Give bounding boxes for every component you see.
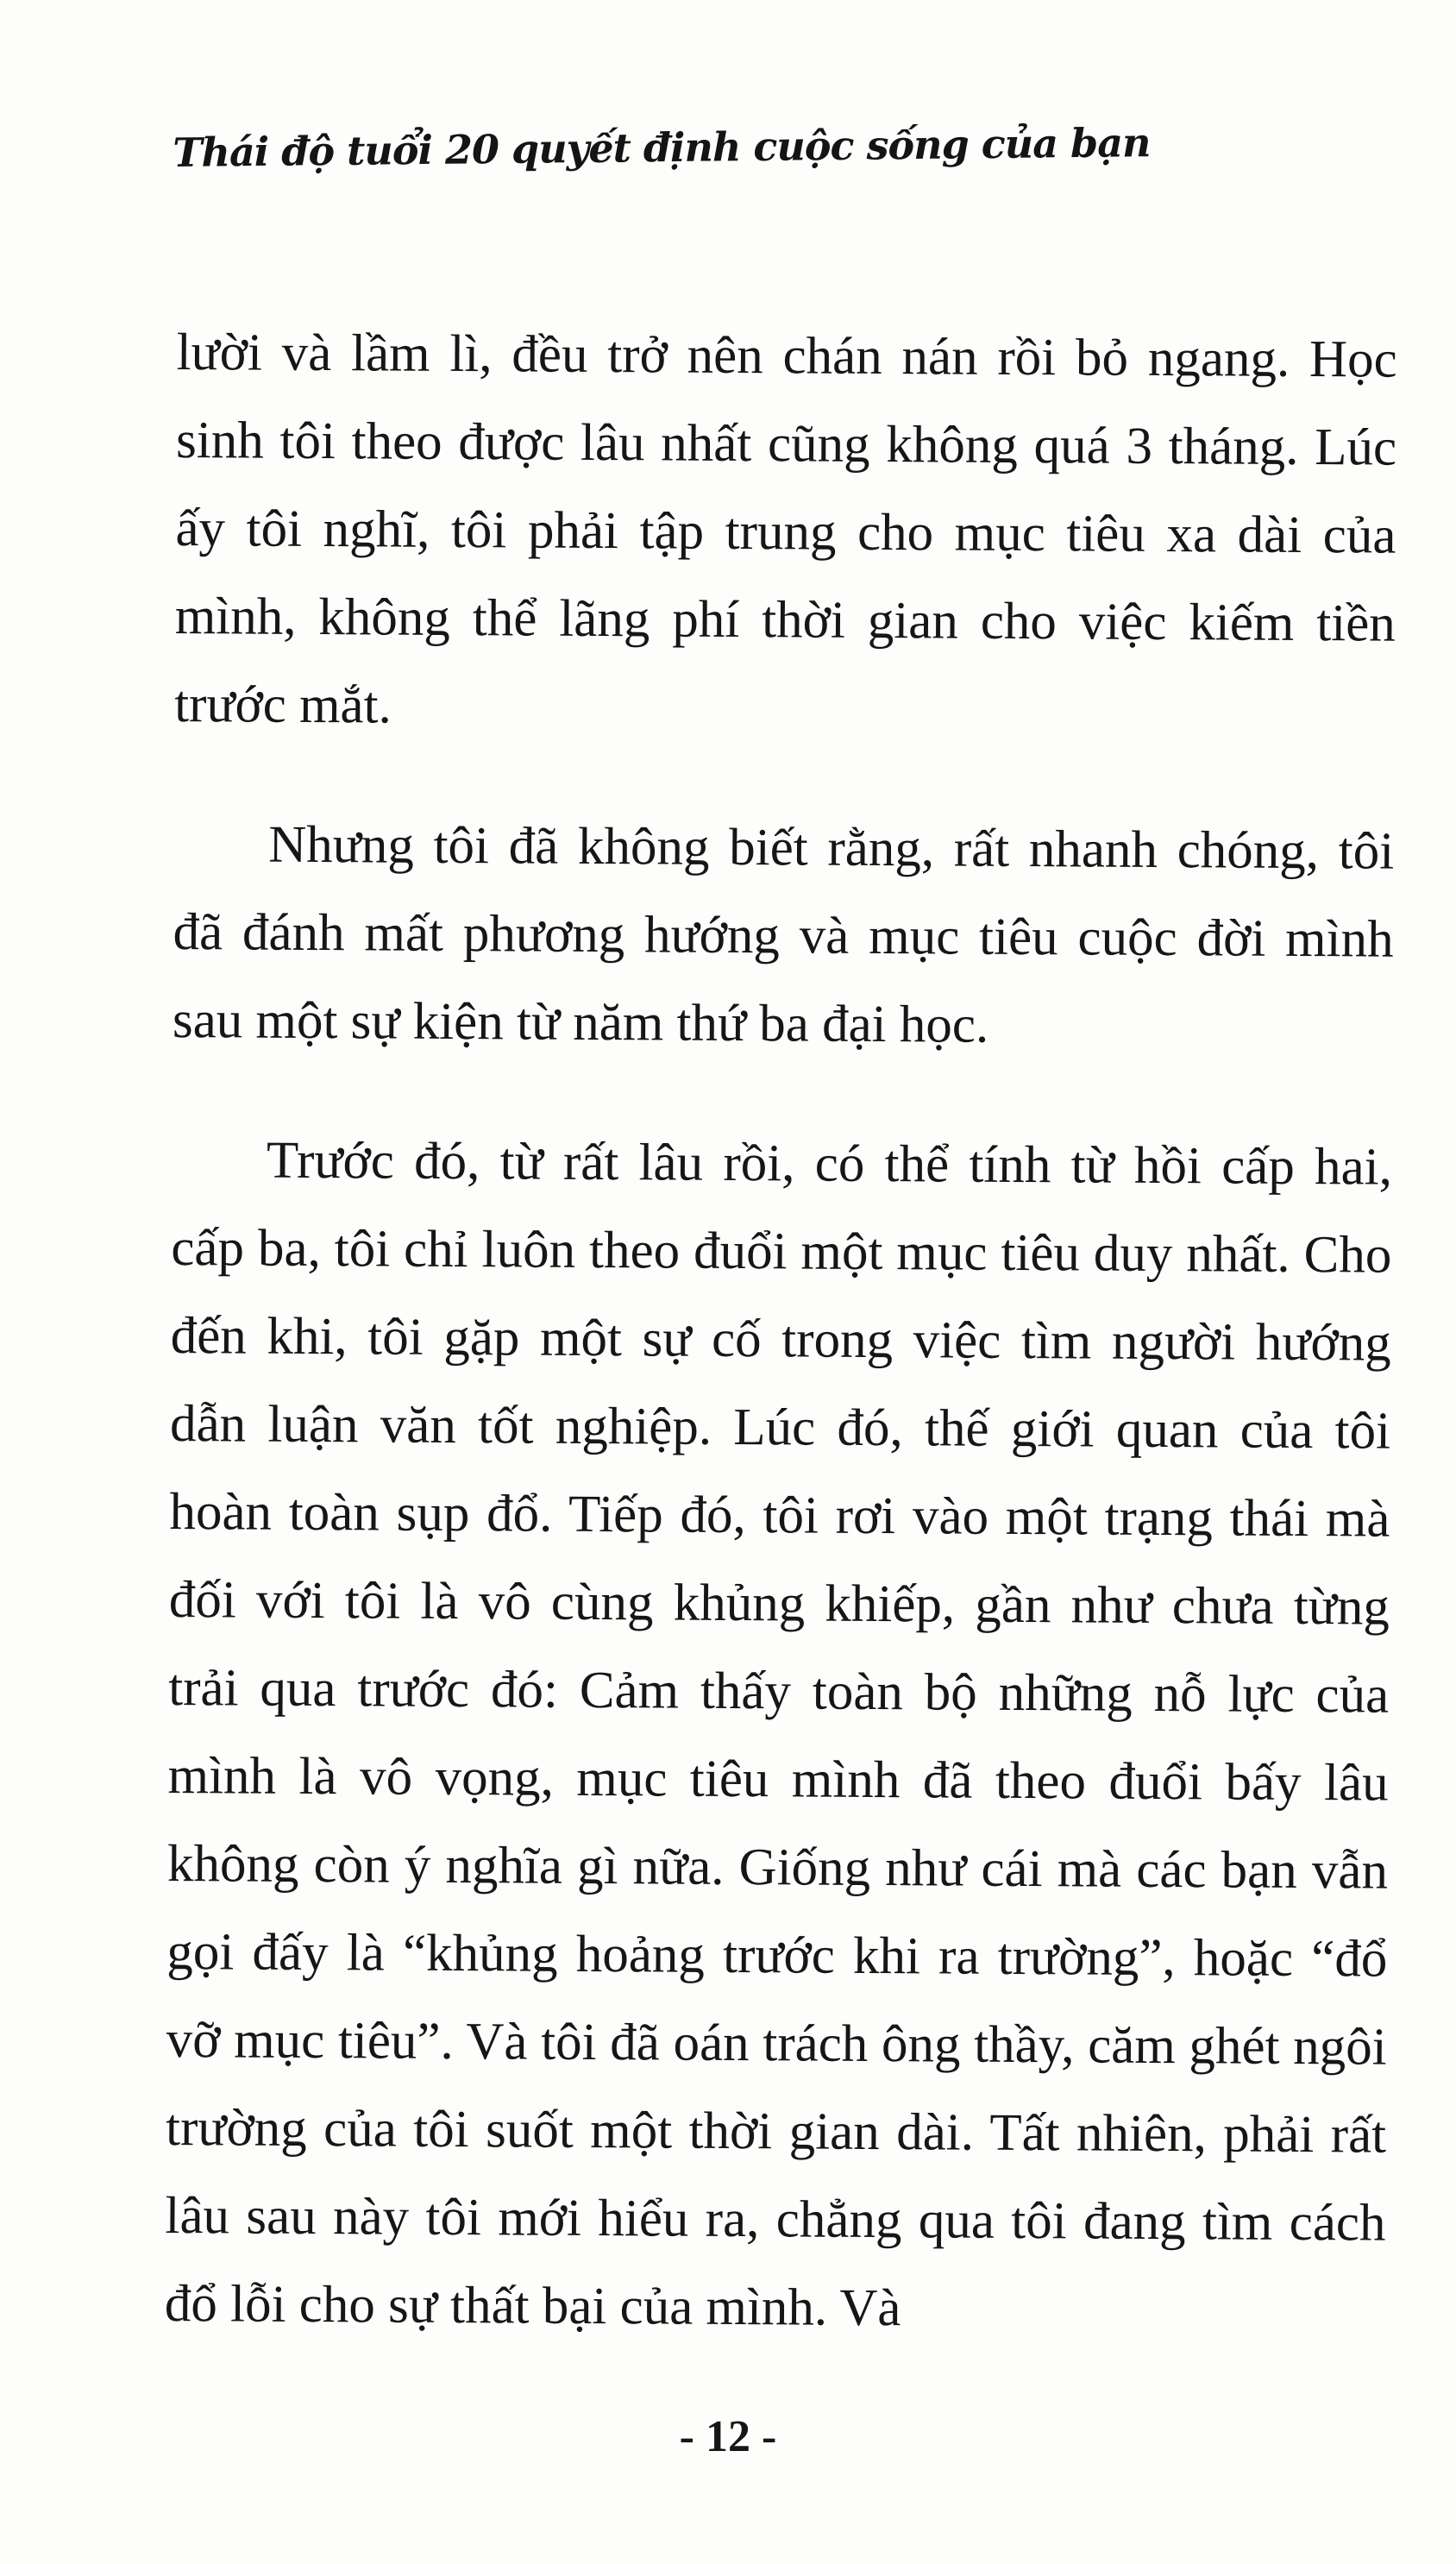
paragraph-1: lười và lầm lì, đều trở nên chán nán rồi bỏ ngang. Học sinh tôi theo được lâu nhất cũng không quá 3 tháng. Lúc ấy tôi nghĩ, tôi phải tập trung cho mục tiêu xa dài của mình, không thể lãng phí thời gian cho việc kiếm tiền trước mắt. [173,323,1397,735]
running-header-title: Thái độ tuổi 20 quyết định cuộc sống của bạn [173,119,1151,176]
page-number: - 12 - [679,2412,777,2461]
paragraph-2: Nhưng tôi đã không biết rằng, rất nhanh chóng, tôi đã đánh mất phương hướng và mục tiêu cuộc đời mình sau một sự kiện từ năm thứ ba đại học. [172,815,1395,1054]
paragraph-3: Trước đó, từ rất lâu rồi, có thể tính từ hồi cấp hai, cấp ba, tôi chỉ luôn theo đuổi một mục tiêu duy nhất. Cho đến khi, tôi gặp một sự cố trong việc tìm người hướng dẫn luận văn tốt nghiệp. Lúc đó, thế giới quan của tôi hoàn toàn sụp đổ. Tiếp đó, tôi rơi vào một trạng thái mà đối với tôi là vô cùng khủng khiếp, gần như chưa từng trải qua trước đó: Cảm thấy toàn bộ những nỗ lực của mình là vô vọng, mục tiêu mình đã theo đuổi bấy lâu không còn ý nghĩa gì nữa. Giống như cái mà các bạn vẫn gọi đấy là “khủng hoảng trước khi ra trường”, hoặc “đổ vỡ mục tiêu”. Và tôi đã oán trách ông thầy, căm ghét ngôi trường của tôi suốt một thời gian dài. Tất nhiên, phải rất lâu sau này tôi mới hiểu ra, chẳng qua tôi đang tìm cách đổ lỗi cho sự thất bại của mình. Và [164,1131,1393,2338]
body-text [165,309,1397,2356]
